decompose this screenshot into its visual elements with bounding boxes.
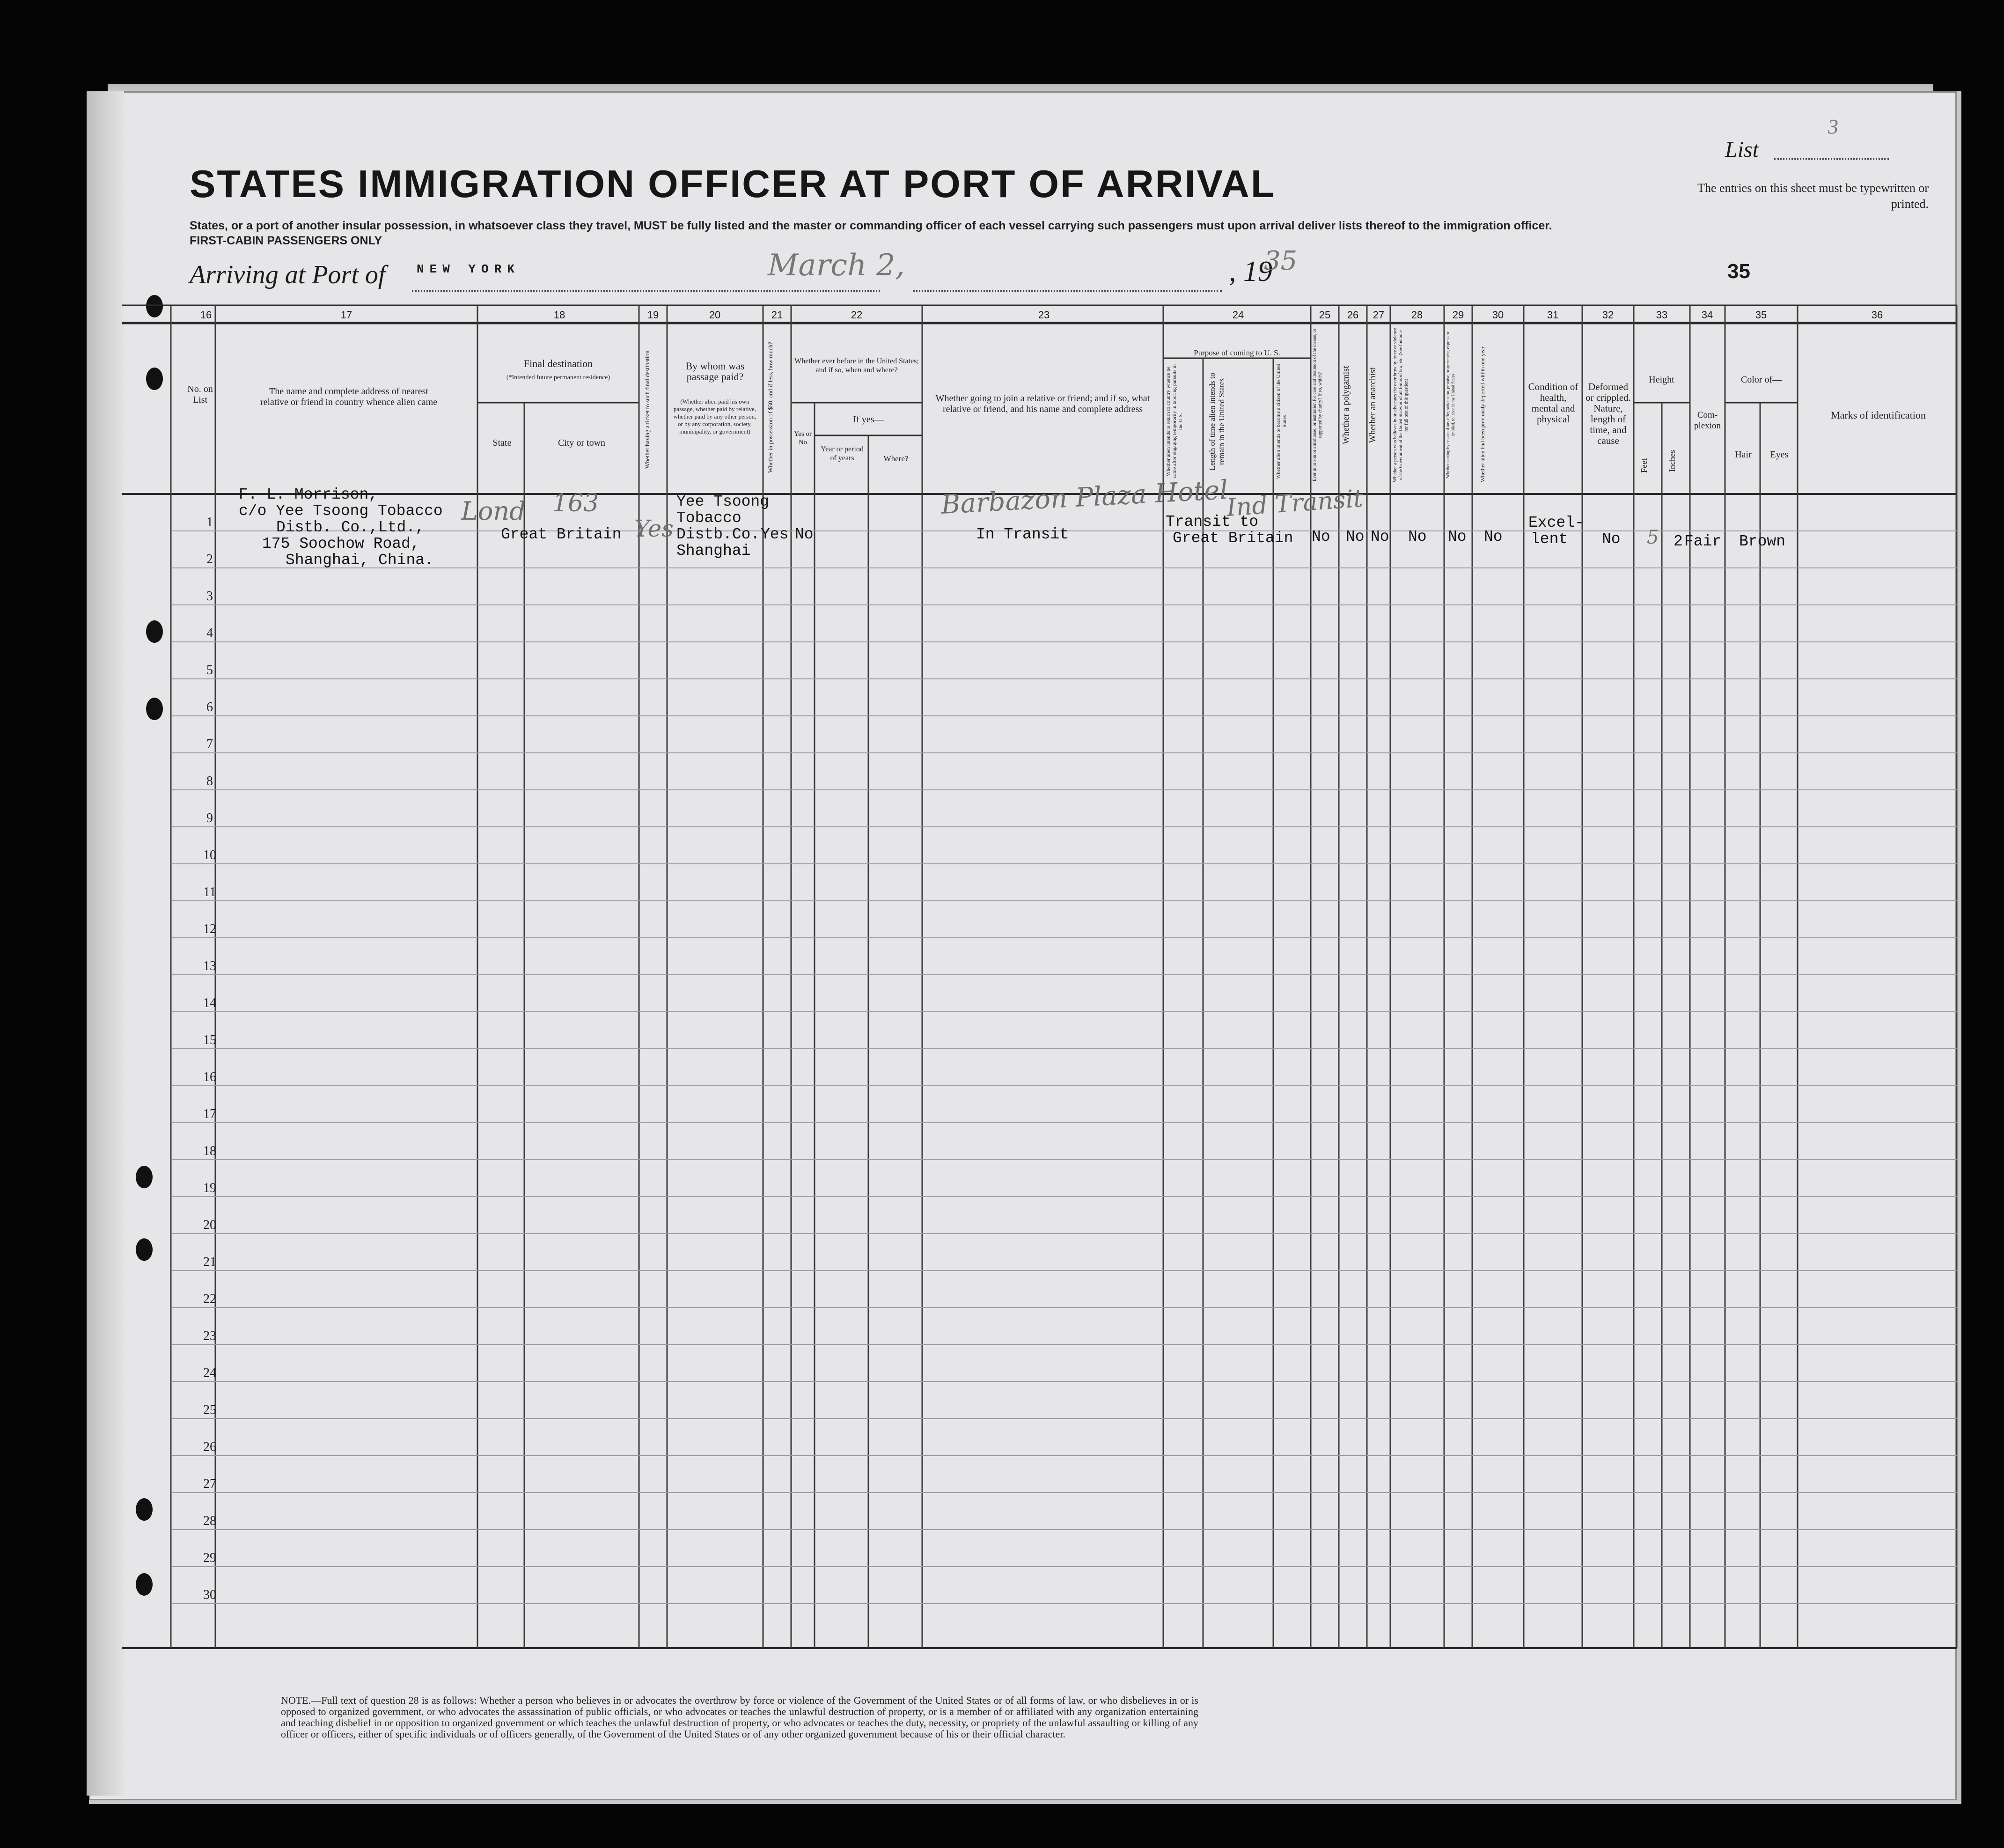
column-number: 17 — [340, 309, 352, 321]
handwritten-hotel: Barbazon Plaza Hotel — [940, 474, 1229, 521]
row-number: 4 — [206, 626, 213, 641]
header-offer: Whether coming by reason of any offer, solicitation, promise, or agreement, express or implied, to labor in the United States — [1446, 331, 1455, 479]
header-fifty: Whether in possession of $50, and if less, how much? — [767, 342, 774, 473]
anarchist: No — [1371, 528, 1389, 545]
row-number: 9 — [206, 811, 213, 825]
row-number: 5 — [206, 663, 213, 677]
header-if-yes: If yes— — [853, 414, 884, 425]
column-number: 31 — [1547, 309, 1559, 321]
column-number: 19 — [647, 309, 659, 321]
row-number: 12 — [203, 922, 216, 936]
header-deported: Whether alien had been previously deported within one year — [1479, 346, 1486, 482]
form-subtitle: States, or a port of another insular possession, in whatsoever class they travel, MUST be fully listed and the master or commanding officer of each vessel carrying such passengers must upon arrival deliver lists thereof to the immigration officer. — [190, 219, 1552, 232]
condition-health: Excel- — [1528, 514, 1584, 531]
header-ticket: Whether having a ticket to such final destination — [644, 350, 651, 469]
prison: No — [1312, 528, 1330, 545]
header-overthrow: Whether a person who believes in or advocates the overthrow by force or violence of the Government of the United States or of all forms of law, etc. (See footnote for full text of this question) — [1393, 328, 1409, 482]
year-suffix: 35 — [1264, 246, 1298, 276]
column-number: 35 — [1755, 309, 1767, 321]
row-number: 6 — [206, 700, 213, 714]
row-number: 28 — [203, 1514, 216, 1528]
handwritten-ticket: Yes — [634, 515, 674, 542]
offer: No — [1448, 528, 1467, 545]
footnote: NOTE.—Full text of question 28 is as follows: Whether a person who believes in or advocates the overthrow by force or violence of the Government of the United States or of all forms of law, or who disbelieves in or is opposed to organized government, or who advocates the assassination of public officials, or who advocates or teaches the unlawful destruction of property, or is a member of or affiliated with any organization entertaining and teaching disbelief in or opposition to organized government or which teaches the unlawful destruction of property, or who advocates or teaches the duty, necessity, or propriety of the unlawful assaulting or killing of any officer or officers, either of specific individuals or of officers generally, of the Government of the United States or of any other organized government because of his or their official character. — [281, 1694, 1198, 1740]
row-number: 29 — [203, 1551, 216, 1565]
header-color-of: Color of— — [1740, 375, 1782, 385]
list-number: 3 — [1828, 115, 1838, 138]
header-city: City or town — [558, 438, 606, 448]
row-number: 7 — [206, 737, 213, 751]
row-number: 30 — [203, 1588, 216, 1602]
paid-by: Tobacco — [676, 509, 741, 527]
header-marks: Marks of identification — [1831, 409, 1926, 421]
row-number: 17 — [203, 1107, 216, 1121]
arriving-label: Arriving at Port of — [190, 260, 386, 289]
header-hair: Hair — [1735, 449, 1752, 460]
header-period: Year or period of years — [821, 445, 864, 462]
row-number: 16 — [203, 1070, 216, 1084]
height-inches: 2 — [1674, 533, 1683, 550]
year-prefix: , 19 — [1229, 256, 1272, 287]
column-number: 26 — [1347, 309, 1359, 321]
port-name: NEW YORK — [417, 262, 520, 276]
complexion: Fair — [1684, 533, 1722, 550]
row-number: 18 — [203, 1144, 216, 1158]
header-by-whom-note: (Whether alien paid his own passage, whether paid by relative, whether paid by any other person, or by any corporation, society, municipality, or government) — [673, 398, 756, 435]
header-anarchist: Whether an anarchist — [1368, 367, 1378, 443]
header-purpose-citizen: Whether alien intends to become a citizen of the United States — [1276, 364, 1287, 479]
relative-address-line: Shanghai, China. — [286, 552, 434, 569]
hair-color: Brown — [1739, 533, 1786, 550]
condition-health: lent — [1531, 530, 1568, 548]
row-number: 22 — [203, 1292, 216, 1306]
header-purpose-length: Length of time alien intends to remain in the United States — [1208, 372, 1226, 471]
column-number: 32 — [1602, 309, 1614, 321]
row-number: 2 — [206, 552, 213, 567]
header-ever-before: Whether ever before in the United States; and if so, when and where? — [794, 357, 919, 374]
column-number: 34 — [1701, 309, 1713, 321]
column-number: 27 — [1373, 309, 1385, 321]
column-number: 25 — [1319, 309, 1331, 321]
deformed: No — [1602, 530, 1621, 548]
row-number: 23 — [203, 1329, 216, 1343]
column-number: 22 — [851, 309, 863, 321]
header-complexion: Com-plexion — [1694, 410, 1721, 431]
relative-address-line: c/o Yee Tsoong Tobacco — [239, 502, 443, 520]
row-number: 27 — [203, 1477, 216, 1491]
arrival-date: March 2, — [768, 248, 905, 283]
paid-by: Distb.Co. — [676, 526, 760, 543]
row-number: 25 — [203, 1403, 216, 1417]
overthrow: No — [1408, 528, 1427, 545]
header-yes-or-no: Yes or No — [793, 430, 812, 446]
header-final-destination: Final destination — [523, 358, 593, 369]
paid-by: Yee Tsoong — [676, 493, 770, 510]
deported: No — [1484, 528, 1503, 545]
header-final-destination-note: (*Intended future permanent residence) — [506, 374, 610, 381]
row-number: 1 — [206, 515, 213, 530]
row-number: 21 — [203, 1255, 216, 1269]
row-number: 15 — [203, 1033, 216, 1047]
header-height: Height — [1649, 375, 1674, 385]
header-where: Where? — [883, 454, 909, 463]
handwritten-city: 163 — [552, 489, 599, 517]
column-number: 36 — [1871, 309, 1883, 321]
row-number: 14 — [203, 996, 216, 1010]
header-state: State — [492, 438, 512, 448]
purpose-transit: Great Britain — [1173, 530, 1293, 547]
column-number: 28 — [1411, 309, 1423, 321]
relative-address-line: Distb. Co.,Ltd., — [276, 519, 425, 536]
header-deformed: Deformed or crippled. Nature, length of time, and cause — [1586, 381, 1631, 446]
row-number: 19 — [203, 1181, 216, 1195]
row-number: 20 — [203, 1218, 216, 1232]
polygamist: No — [1346, 528, 1365, 545]
header-purpose-return: Whether alien intends to return to country whence he came after engaging temporarily in laboring pursuits in the U.S. — [1166, 364, 1183, 479]
purpose-transit: Transit to — [1166, 513, 1259, 530]
column-number: 33 — [1656, 309, 1668, 321]
row-number: 13 — [203, 959, 216, 973]
paid-by: Shanghai — [676, 542, 751, 560]
row-number: 24 — [203, 1366, 216, 1380]
header-eyes: Eyes — [1770, 449, 1789, 460]
row-number: 10 — [203, 848, 216, 862]
column-number: 18 — [553, 309, 565, 321]
sheet-stamp: 35 — [1727, 260, 1750, 283]
row-number: 26 — [203, 1440, 216, 1454]
header-join-relative: Whether going to join a relative or friend; and if so, what relative or friend, and his name and complete address — [935, 393, 1150, 414]
column-number: 16 — [200, 309, 212, 321]
class-line: FIRST-CABIN PASSENGERS ONLY — [190, 234, 382, 247]
row-number: 3 — [206, 589, 213, 604]
list-label: List — [1725, 137, 1759, 162]
handwritten-state: Lond — [461, 496, 526, 526]
form-title: STATES IMMIGRATION OFFICER AT PORT OF ARRIVAL — [190, 162, 1276, 206]
height-feet: 5 — [1647, 527, 1659, 548]
header-polygamist: Whether a polygamist — [1341, 366, 1351, 444]
join-relative: In Transit — [976, 526, 1069, 543]
header-condition: Condition of health, mental and physical — [1528, 381, 1578, 425]
header-no-on-list: No. on List — [187, 384, 213, 405]
entries-note: The entries on this sheet must be typewritten or printed. — [1697, 181, 1929, 211]
fifty-dollars: Yes — [761, 526, 789, 543]
handwritten-transit: Ind Transit — [1226, 484, 1364, 523]
header-prison: Ever in prison or almshouse, or institution for care and treatment of the insane, or supported by charity? If so, which? — [1312, 328, 1323, 482]
header-inches: Inches — [1667, 450, 1677, 472]
header-purpose: Purpose of coming to U. S. — [1194, 348, 1280, 357]
row-number: 11 — [203, 885, 216, 899]
header-feet: Feet — [1639, 458, 1649, 473]
relative-address-line: 175 Soochow Road, — [262, 535, 420, 552]
column-number: 30 — [1492, 309, 1504, 321]
ever-before: No — [795, 526, 814, 543]
column-number: 21 — [771, 309, 783, 321]
relative-name: F. L. Morrison, — [239, 486, 378, 503]
destination-city: Great Britain — [501, 526, 622, 543]
column-number: 20 — [709, 309, 721, 321]
row-number: 8 — [206, 774, 213, 788]
column-number: 24 — [1232, 309, 1244, 321]
header-name-address: The name and complete address of nearest relative or friend in country whence alien came — [260, 386, 438, 407]
column-number: 23 — [1038, 309, 1050, 321]
header-by-whom: By whom was passage paid? — [685, 360, 745, 383]
column-number: 29 — [1452, 309, 1464, 321]
